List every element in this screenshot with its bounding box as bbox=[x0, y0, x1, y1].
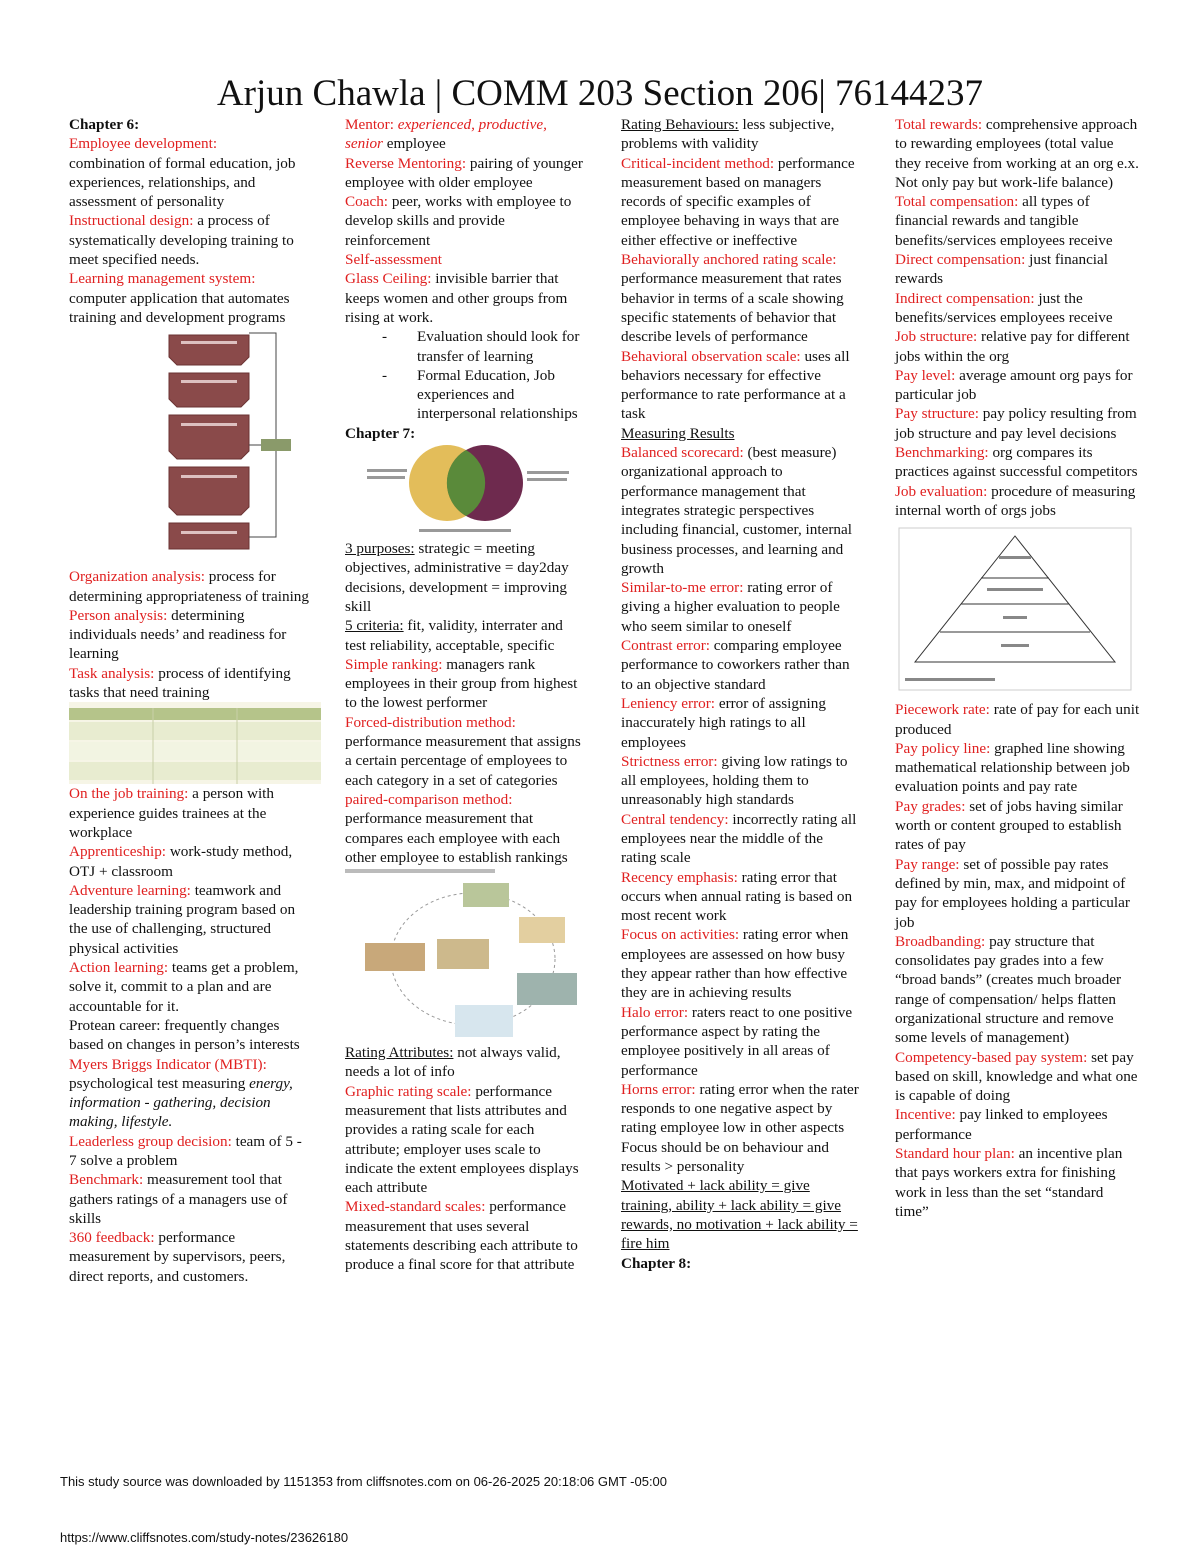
term-on-the-job-training: On the job training: a person with experience guides trainees at the workplace bbox=[69, 785, 274, 841]
term-reverse-mentoring: Reverse Mentoring: pairing of younger employee with older employee bbox=[345, 154, 583, 191]
term-apprenticeship: Apprenticeship: work-study method, OTJ + classroom bbox=[69, 843, 293, 880]
term-forced-distribution: Forced-distribution method: performance measurement that assigns a certain percentage of employees to each category in a set of categories bbox=[345, 713, 581, 789]
term-pay-structure: Pay structure: pay policy resulting from job structure and pay level decisions bbox=[895, 405, 1137, 442]
column-4 bbox=[895, 115, 1140, 1221]
term-incentive: Incentive: pay linked to employees performance bbox=[895, 1106, 1108, 1143]
bullet-formal-education: - Formal Education, Job experiences and interpersonal relationships bbox=[345, 366, 585, 424]
column-2 bbox=[345, 115, 585, 1275]
term-bos: Behavioral observation scale: uses all behaviors necessary for effective performance to rate performance at a task bbox=[621, 347, 850, 423]
term-simple-ranking: Simple ranking: managers rank employees in their group from highest to the lowest performer bbox=[345, 655, 578, 712]
rating-behaviours: Rating Behaviours: less subjective, problems with validity bbox=[621, 116, 835, 153]
note-motivation-ability: Motivated + lack ability = give training, ability + lack ability = give rewards, no motivation + lack ability = fire him bbox=[621, 1177, 858, 1253]
term-recency-emphasis: Recency emphasis: rating error that occurs when annual rating is based on most recent work bbox=[621, 868, 853, 925]
term-broadbanding: Broadbanding: pay structure that consolidates pay grades into a few “broad bands” (creates much broader range of compensation/ helps flatten organizational structure and remove some levels of management) bbox=[895, 932, 1122, 1047]
term-organization-analysis: Organization analysis: process for determining appropriateness of training bbox=[69, 568, 309, 605]
term-halo-error: Halo error: raters react to one positive performance aspect by rating the employee positively in all areas of performance bbox=[621, 1003, 853, 1079]
term-glass-ceiling: Glass Ceiling: invisible barrier that keeps women and other groups from rising at work. bbox=[345, 270, 568, 326]
term-direct-compensation: Direct compensation: just financial rewards bbox=[895, 251, 1108, 288]
measuring-results-heading: Measuring Results bbox=[621, 424, 735, 442]
term-critical-incident: Critical-incident method: performance measurement based on managers records of specific examples of employee behaving in ways that are either effective or ineffective bbox=[621, 154, 855, 249]
criteria: 5 criteria: fit, validity, interrater and test reliability, acceptable, specific bbox=[345, 617, 563, 654]
term-horns-error: Horns error: rating error when the rater responds to one negative aspect by rating employee low in other aspects bbox=[621, 1080, 859, 1137]
term-bars: Behaviorally anchored rating scale: performance measurement that rates behavior in terms of a scale showing specific statements of behavior that describe levels of performance bbox=[621, 251, 844, 346]
term-instructional-design: Instructional design: a process of systematically developing training to meet specified needs. bbox=[69, 212, 294, 269]
term-leaderless-group: Leaderless group decision: team of 5 - 7 solve a problem bbox=[69, 1132, 302, 1169]
term-360-feedback: 360 feedback: performance measurement by supervisors, peers, direct reports, and customers. bbox=[69, 1229, 286, 1285]
term-competency-based-pay: Competency-based pay system: set pay based on skill, knowledge and what one is capable of doing bbox=[895, 1048, 1138, 1105]
term-total-rewards: Total rewards: comprehensive approach to rewarding employees (total value they receive from working at an org e.x. Not only pay but work-life balance) bbox=[895, 116, 1139, 191]
term-self-assessment: Self-assessment bbox=[345, 251, 443, 269]
chapter-7-heading: Chapter 7: bbox=[345, 424, 416, 442]
term-pay-grades: Pay grades: set of jobs having similar worth or content grouped to establish rates of pay bbox=[895, 797, 1123, 854]
column-3 bbox=[621, 115, 861, 1273]
term-total-compensation: Total compensation: all types of financial rewards and tangible benefits/services employees receive bbox=[895, 193, 1113, 249]
term-strictness-error: Strictness error: giving low ratings to all employees, holding them to unreasonably high standards bbox=[621, 752, 848, 809]
term-job-structure: Job structure: relative pay for different jobs within the org bbox=[895, 328, 1130, 365]
term-task-analysis: Task analysis: process of identifying tasks that need training bbox=[69, 664, 291, 702]
term-mixed-standard-scales: Mixed-standard scales: performance measurement that uses several statements describing each attribute to produce a final score for that attribute bbox=[345, 1198, 578, 1274]
term-focus-on-activities: Focus on activities: rating error when employees are assessed on how busy they appear rather than how effective they are in achieving results bbox=[621, 926, 849, 1002]
source-url[interactable]: https://www.cliffsnotes.com/study-notes/23626180 bbox=[60, 1530, 349, 1545]
evaluation-pyramid-diagram bbox=[895, 520, 1140, 700]
term-pay-range: Pay range: set of possible pay rates defined by min, max, and midpoint of pay for employees holding a particular job bbox=[895, 855, 1130, 931]
term-person-analysis: Person analysis: determining individuals needs’ and readiness for learning bbox=[69, 606, 287, 663]
term-employee-development: Employee development: combination of formal education, job experiences, relationships, and assessment of personality bbox=[69, 135, 296, 211]
chapter-8-heading: Chapter 8: bbox=[621, 1254, 692, 1272]
chapter-6-heading: Chapter 6: bbox=[69, 116, 140, 133]
term-mentor: Mentor: experienced, productive, senior employee bbox=[345, 116, 547, 153]
bullet-evaluation: - Evaluation should look for transfer of learning bbox=[345, 327, 585, 366]
term-benchmark: Benchmark: measurement tool that gathers ratings of a managers use of skills bbox=[69, 1171, 288, 1227]
page-title: Arjun Chawla | COMM 203 Section 206| 76144237 bbox=[216, 73, 984, 114]
training-process-flowchart bbox=[69, 327, 309, 567]
term-benchmarking: Benchmarking: org compares its practices against successful competitors bbox=[895, 444, 1138, 481]
term-graphic-rating-scale: Graphic rating scale: performance measurement that lists attributes and provides a rating scale for each attribute; employer uses scale to indicate the extent employees displays each attribute bbox=[345, 1082, 579, 1197]
term-mbti: Myers Briggs Indicator (MBTI): psychological test measuring energy, information - gathering, decision making, lifestyle. bbox=[69, 1055, 293, 1131]
purposes: 3 purposes: strategic = meeting objectives, administrative = day2day decisions, development = improving skill bbox=[345, 540, 569, 615]
term-central-tendency: Central tendency: incorrectly rating all employees near the middle of the rating scale bbox=[621, 810, 857, 867]
term-balanced-scorecard: Balanced scorecard: (best measure) organizational approach to performance management that integrates strategic perspectives including financial, customer, internal business processes, and learning and growth bbox=[621, 444, 852, 577]
term-leniency-error: Leniency error: error of assigning inaccurately high ratings to all employees bbox=[621, 694, 826, 751]
download-notice: This study source was downloaded by 1151353 from cliffsnotes.com on 06-26-2025 20:18:06 GMT -05:00 bbox=[60, 1474, 668, 1489]
term-piecework-rate: Piecework rate: rate of pay for each unit produced bbox=[895, 701, 1140, 738]
term-coach: Coach: peer, works with employee to develop skills and provide reinforcement bbox=[345, 193, 572, 249]
rating-attributes: Rating Attributes: not always valid, needs a lot of info bbox=[345, 1044, 561, 1081]
term-lms: Learning management system: computer application that automates training and development programs bbox=[69, 270, 290, 326]
performance-management-cycle-diagram bbox=[345, 867, 585, 1043]
term-indirect-compensation: Indirect compensation: just the benefits/services employees receive bbox=[895, 289, 1113, 326]
term-similar-to-me: Similar-to-me error: rating error of giving a higher evaluation to people who seem similar to oneself bbox=[621, 579, 840, 635]
column-1 bbox=[69, 115, 309, 1286]
term-pay-policy-line: Pay policy line: graphed line showing mathematical relationship between job evaluation points and pay rate bbox=[895, 739, 1130, 796]
term-adventure-learning: Adventure learning: teamwork and leadership training program based on the use of challenging, structured physical activities bbox=[69, 881, 296, 957]
training-methods-table bbox=[69, 702, 321, 784]
term-standard-hour-plan: Standard hour plan: an incentive plan that pays workers extra for finishing work in less than the set “standard time” bbox=[895, 1145, 1123, 1220]
term-action-learning: Action learning: teams get a problem, solve it, commit to a plan and are accountable for it. bbox=[69, 959, 299, 1015]
performance-venn-diagram bbox=[345, 443, 585, 539]
term-pay-level: Pay level: average amount org pays for particular job bbox=[895, 366, 1133, 404]
term-paired-comparison: paired-comparison method: performance measurement that compares each employee with each other employee to establish rankings bbox=[345, 790, 568, 866]
term-job-evaluation: Job evaluation: procedure of measuring internal worth of orgs jobs bbox=[895, 482, 1136, 519]
term-contrast-error: Contrast error: comparing employee performance to coworkers rather than to an objective standard bbox=[621, 637, 850, 693]
term-protean-career: Protean career: frequently changes based on changes in person’s interests bbox=[69, 1016, 300, 1054]
note-focus: Focus should be on behaviour and results > personality bbox=[621, 1138, 829, 1176]
